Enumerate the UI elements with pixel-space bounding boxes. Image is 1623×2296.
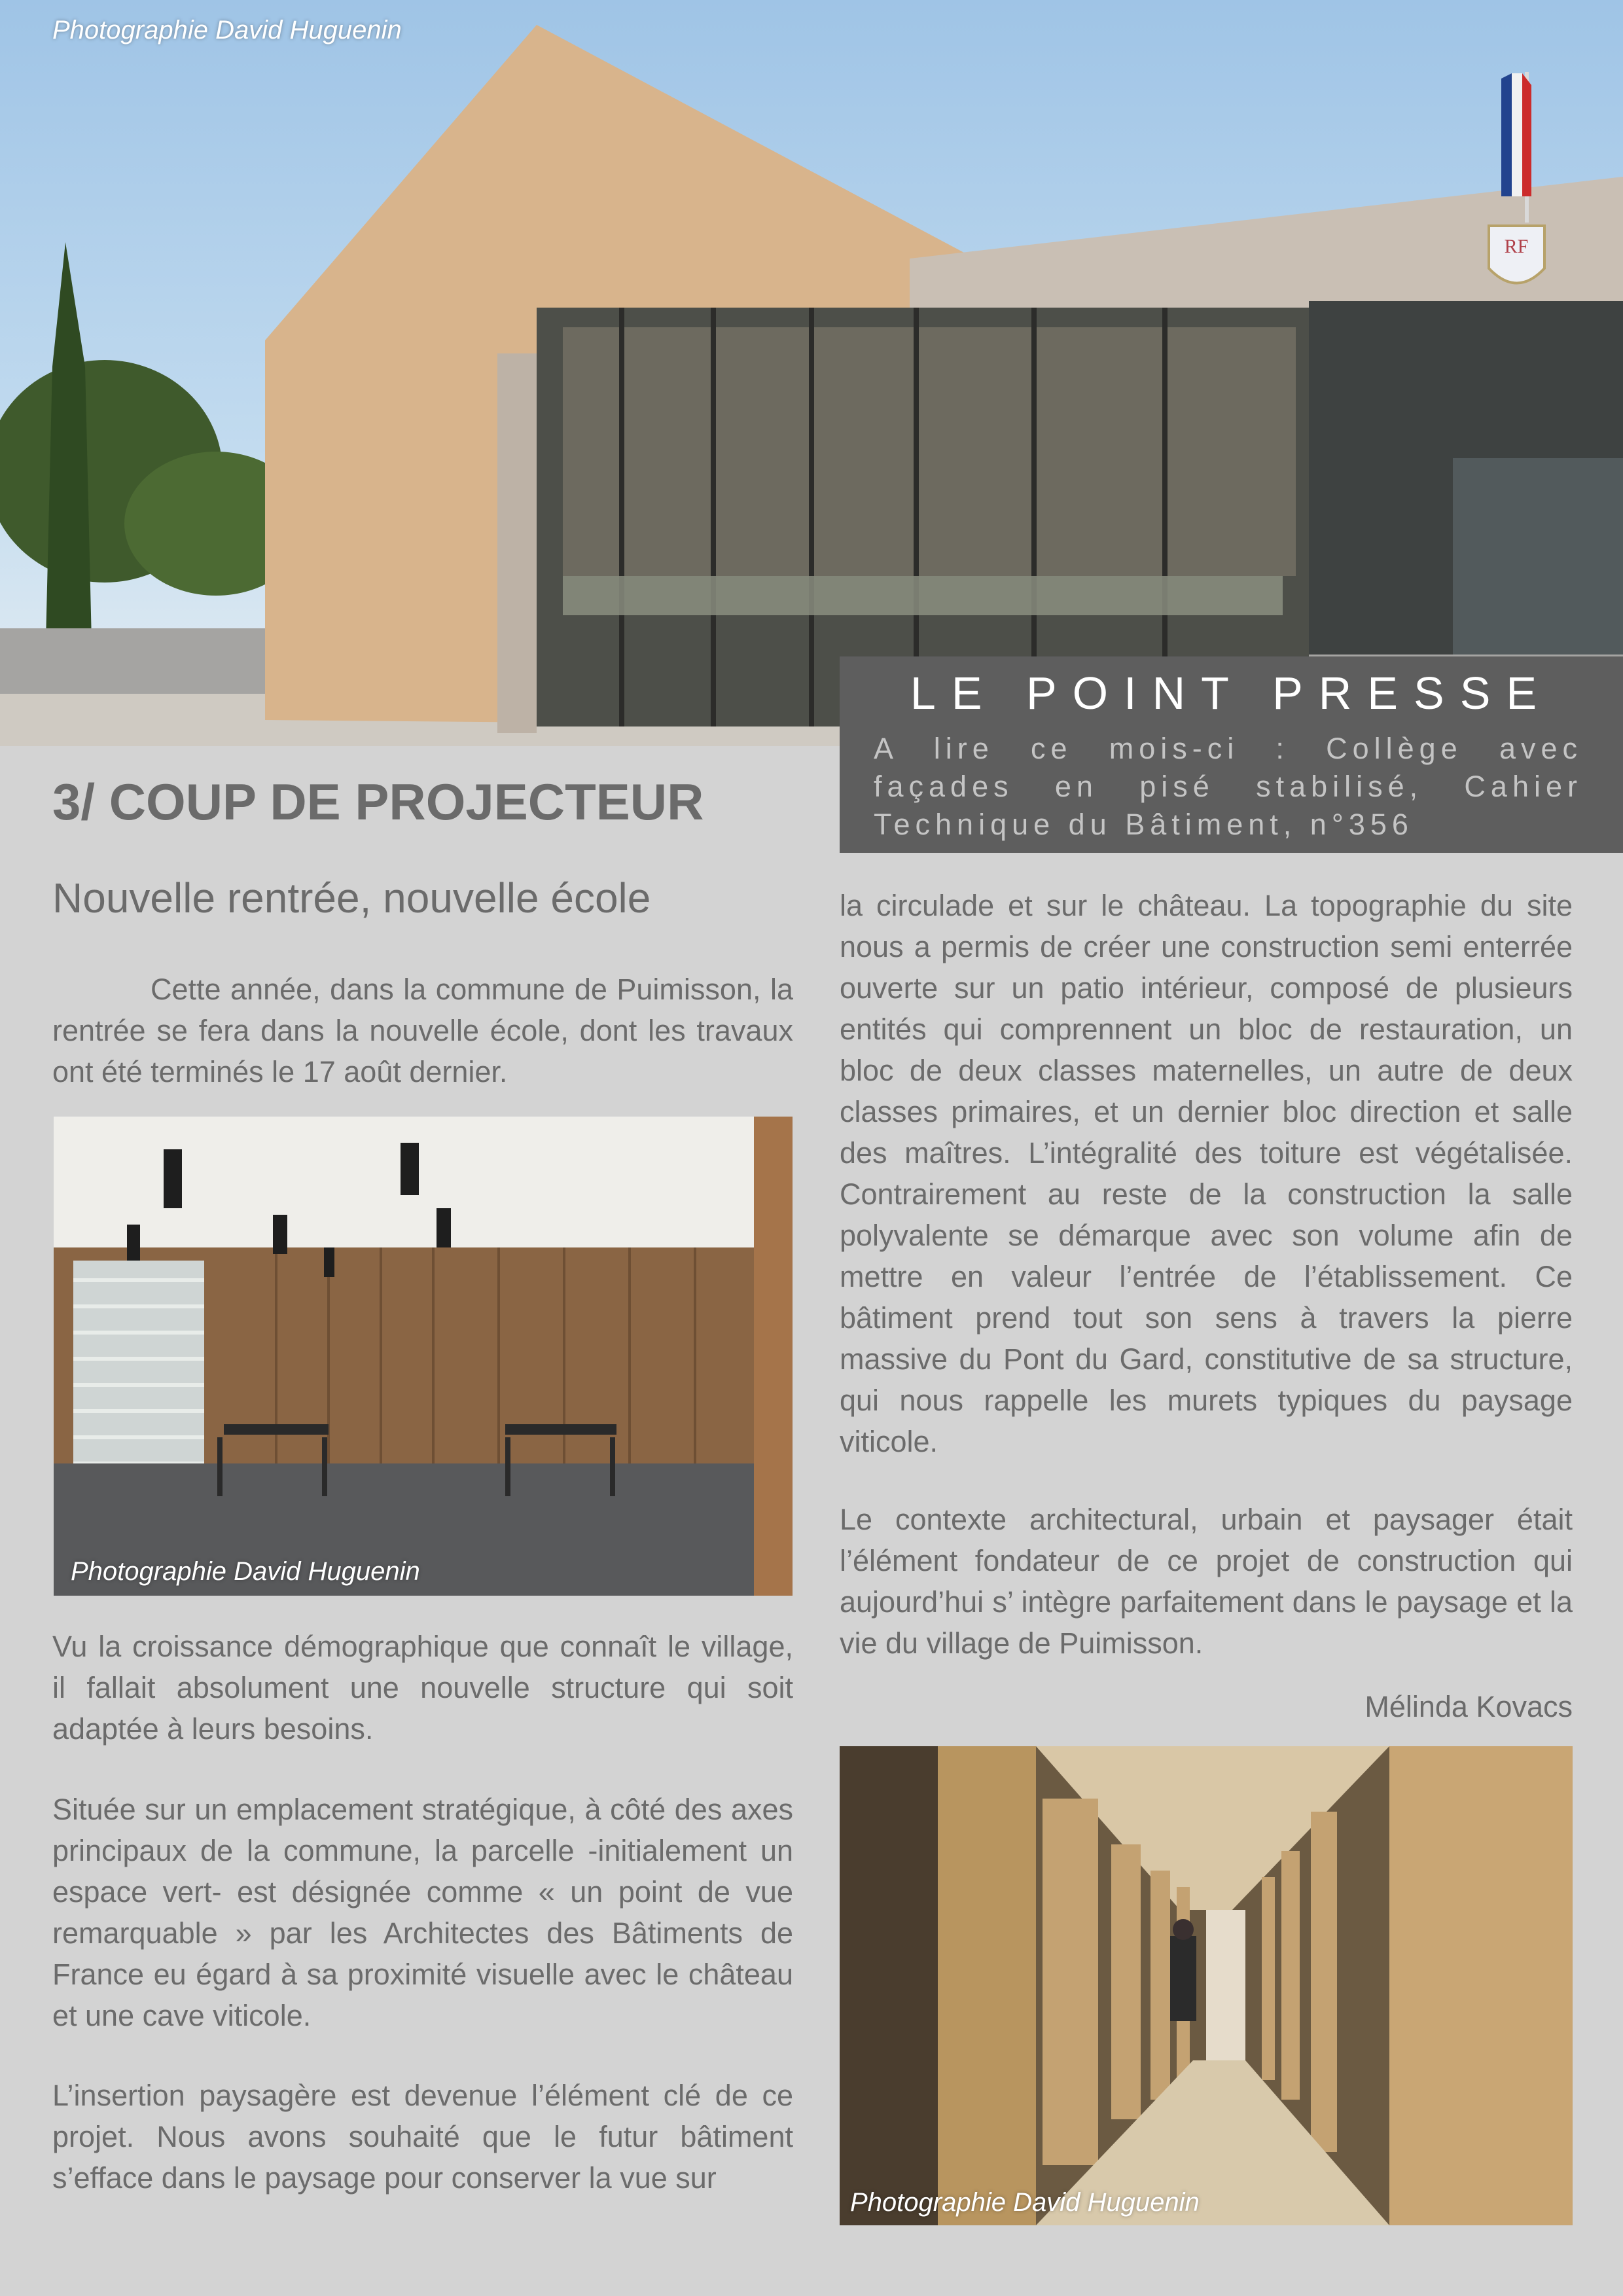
press-title: LE POINT PRESSE — [910, 668, 1553, 719]
photo-multipurpose-hall — [54, 1117, 793, 1596]
photo-colonnade-illustration — [840, 1746, 1573, 2225]
paragraph-landscape-insertion: L’insertion paysagère est devenue l’élément clé de ce projet. Nous avons souhaité que le futur bâtiment s’efface dans le paysage pour conserver la vue sur — [52, 2079, 793, 2195]
hero-photo-credit: Photographie David Huguenin — [52, 16, 402, 45]
article-subtitle: Nouvelle rentrée, nouvelle école — [52, 874, 651, 922]
paragraph-demographics: Vu la croissance démographique que connaît le village, il fallait absolument une nouvelle structure qui soit adaptée à leurs besoins. — [52, 1630, 793, 1746]
paragraph-site: Située sur un emplacement stratégique, à côté des axes principaux de la commune, la parcelle -initialement un espace vert- est désignée comme « un point de vue remarquable » par les Architectes des Bâtiments de France eu égard à sa proximité visuelle avec le château et une cave viticole. — [52, 1793, 793, 2032]
paragraph-topography: la circulade et sur le château. La topographie du site nous a permis de créer une construction semi enterrée ouverte sur un patio intérieur, composé de plusieurs entités qui comprennent un bloc de restauration, un bloc de deux classes maternelles, un autre de deux classes primaires, et un dernier bloc direction et salle des maîtres. L’intégralité des toiture est végétalisée. Contrairement au reste de la construction la salle polyvalente se démarque avec son volume afin de mettre en valeur l’entrée de l’établissement. Ce bâtiment prend tout son sens à travers la pierre massive du Pont du Gard, constitutive de sa structure, qui nous rappelle les murets typiques du paysage viticole. — [840, 889, 1573, 1458]
press-text: A lire ce mois-ci : Collège avec façades en pisé stabilisé, Cahier Technique du Bâtiment, n°356 — [874, 732, 1582, 841]
photo-hall-illustration — [54, 1117, 793, 1596]
photo-colonnade — [840, 1746, 1573, 2225]
paragraph-context: Le contexte architectural, urbain et paysager était l’élément fondateur de ce projet de construction qui aujourd’hui s’ intègre parfaitement dans le paysage et la vie du village de Puimisson. — [840, 1503, 1573, 1660]
section-title: 3/ COUP DE PROJECTEUR — [52, 773, 704, 831]
press-box — [840, 656, 1623, 853]
hero-photo — [0, 0, 1623, 746]
photo-colonnade-credit: Photographie David Huguenin — [850, 2188, 1200, 2217]
paragraph-intro: Cette année, dans la commune de Puimisson, la rentrée se fera dans la nouvelle école, dont les travaux ont été terminés le 17 août dernier. — [52, 973, 793, 1088]
author-signature: Mélinda Kovacs — [1364, 1690, 1573, 1723]
rf-emblem-text: RF — [1504, 236, 1529, 257]
hero-photo-illustration — [0, 0, 1623, 746]
photo-hall-credit: Photographie David Huguenin — [71, 1557, 420, 1586]
